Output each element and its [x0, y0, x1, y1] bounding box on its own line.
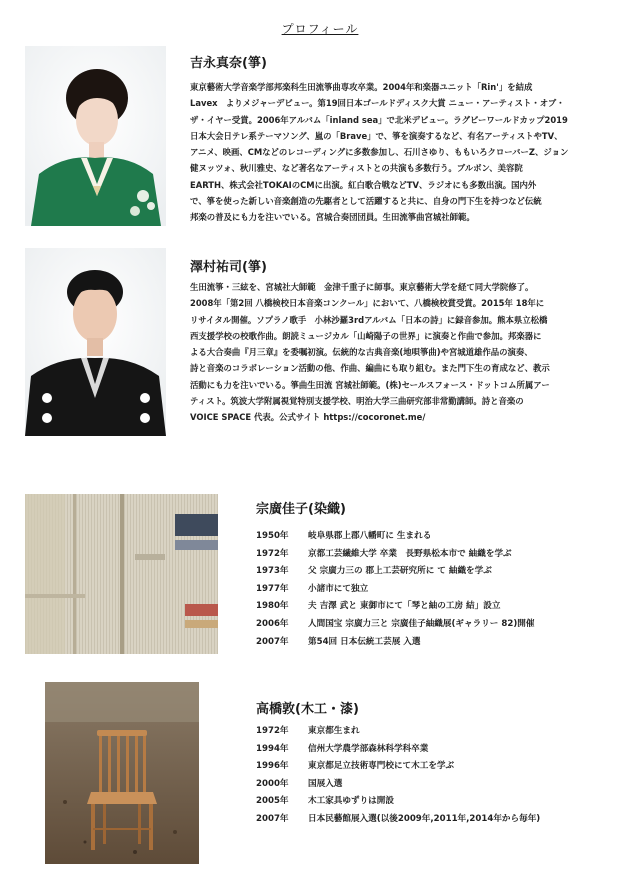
timeline-event: 小諸市にて独立: [308, 583, 369, 594]
timeline-year: 1977年: [256, 583, 289, 594]
chair-photo: [45, 682, 199, 864]
timeline-item: [256, 723, 540, 741]
timeline-year: 1972年: [256, 548, 289, 559]
timeline-event: 日本民藝館展入選(以後2009年,2011年,2014年から毎年): [308, 813, 541, 824]
timeline-event: 国展入選: [308, 778, 343, 789]
timeline-year: 2007年: [256, 813, 289, 824]
timeline-event: 京都工芸繊維大学 卒業 長野県松本市で 紬織を学ぶ: [308, 548, 512, 559]
page-title: プロフィール: [281, 22, 359, 36]
timeline-year: 1994年: [256, 743, 289, 754]
timeline-item: [256, 758, 540, 776]
timeline-event: 東京都生まれ: [308, 726, 360, 736]
timeline-event: 東京都足立技術専門校にて木工を学ぶ: [308, 761, 455, 772]
timeline-item: [256, 776, 540, 794]
timeline-year: 1950年: [256, 531, 289, 541]
timeline-item: [256, 616, 534, 634]
profile-name: 澤村祐司(箏): [190, 260, 267, 275]
timeline-item: [256, 811, 540, 829]
timeline-year: 1973年: [256, 566, 289, 577]
timeline-year: 2000年: [256, 778, 289, 789]
portrait-photo-sawamura: [25, 248, 166, 436]
timeline-year: 2006年: [256, 618, 289, 629]
profile-name: 高橋敦(木工・漆): [256, 702, 359, 717]
timeline-item: [256, 634, 534, 652]
timeline-event: 人間国宝 宗廣力三と 宗廣佳子紬織展(ギャラリー 82)開催: [308, 618, 535, 629]
profile-name: 吉永真奈(箏): [190, 56, 267, 71]
timeline-list: [256, 528, 534, 651]
timeline-year: 1996年: [256, 761, 289, 772]
timeline-item: [256, 598, 534, 616]
timeline-event: 信州大学農学部森林科学科卒業: [308, 743, 429, 754]
timeline-item: [256, 528, 534, 546]
timeline-item: [256, 581, 534, 599]
timeline-item: [256, 546, 534, 564]
timeline-item: [256, 563, 534, 581]
timeline-item: [256, 741, 540, 759]
timeline-event: 木工家具ゆずりは開設: [308, 796, 394, 807]
timeline-event: 夫 吉澤 武と 東御市にて「琴と紬の工房 結」設立: [308, 601, 501, 612]
profile-bio: 生田流箏・三絃を、宮城社大師範 金津千重子に師事。東京藝術大学を経て同大学院修了。 2008年「第2回 八橋検校日本音楽コンクール」において、八橋検校賞受賞。2015年 18年に リサイタル開催。ソプラノ歌手 小林沙羅3rdアルバム「日本の詩」に録音参加。熊本県立松橋 西支援学校の校歌作曲。朗読ミュージカル「山崎陽子の世界」に演奏と作曲で参加。邦楽器に よる大合奏曲『月三章』を委嘱初演。伝統的な古典音楽(地唄箏曲)や宮城道雄作品の演奏、 詩と音楽のコラボレーション活動の他、作曲、編曲にも取り組む。また門下生の育成など、教示 活動にも力を注いでいる。箏曲生田流 宮城社師範。(株)セールスフォース・ドットコム所属アー ティスト。筑波大学附属視覚特別支援学校、明治大学三曲研究部非常勤講師。詩と音楽の VOICE SPACE 代表。公式サイト https://cocoronet.me/: [190, 282, 550, 423]
timeline-event: 第54回 日本伝統工芸展 入選: [308, 636, 421, 647]
timeline-item: [256, 793, 540, 811]
timeline-year: 2007年: [256, 636, 289, 647]
timeline-year: 2005年: [256, 796, 289, 807]
portrait-photo-yoshinaga: [25, 46, 166, 226]
timeline-event: 父 宗廣力三の 郡上工芸研究所に て 紬織を学ぶ: [308, 566, 492, 577]
profile-bio: 東京藝術大学音楽学部邦楽科生田流箏曲専攻卒業。2004年和楽器ユニット「Rin'」を結成 Lavex よりメジャーデビュー。第19回日本ゴールドディスク大賞 ニュー・アーティスト・オブ・ ザ・イヤー受賞。2006年アルバム「inland sea」で北米デビュー。ラグビーワールドカップ2019 日本大会日テレ系テーマソング、嵐の「Brave」で、箏を演奏するなど、有名アーティストやTV、 アニメ、映画、CMなどのレコーディングに多数参加し、石川さゆり、ももいろクローバーZ、ジョン 健ヌッツォ、秋川雅史、など著名なアーティストとの共演も多数行う。ブルボン、美容院 EARTH、株式会社TOKAIのCMに出演。紅白歌合戦などTV、ラジオにも多数出演。国内外 で、箏を使った新しい音楽創造の先駆者として活躍すると共に、自身の門下生を持つなど伝統 邦楽の普及にも力を注いでいる。宮城合奏団団員。生田流箏曲宮城社師範。: [190, 82, 569, 223]
profile-name: 宗廣佳子(染織): [256, 502, 346, 517]
timeline-year: 1972年: [256, 726, 289, 736]
timeline-list: [256, 723, 540, 829]
timeline-year: 1980年: [256, 601, 289, 612]
timeline-event: 岐阜県郡上郡八幡町に 生まれる: [308, 531, 432, 541]
textile-photo: [25, 494, 218, 654]
